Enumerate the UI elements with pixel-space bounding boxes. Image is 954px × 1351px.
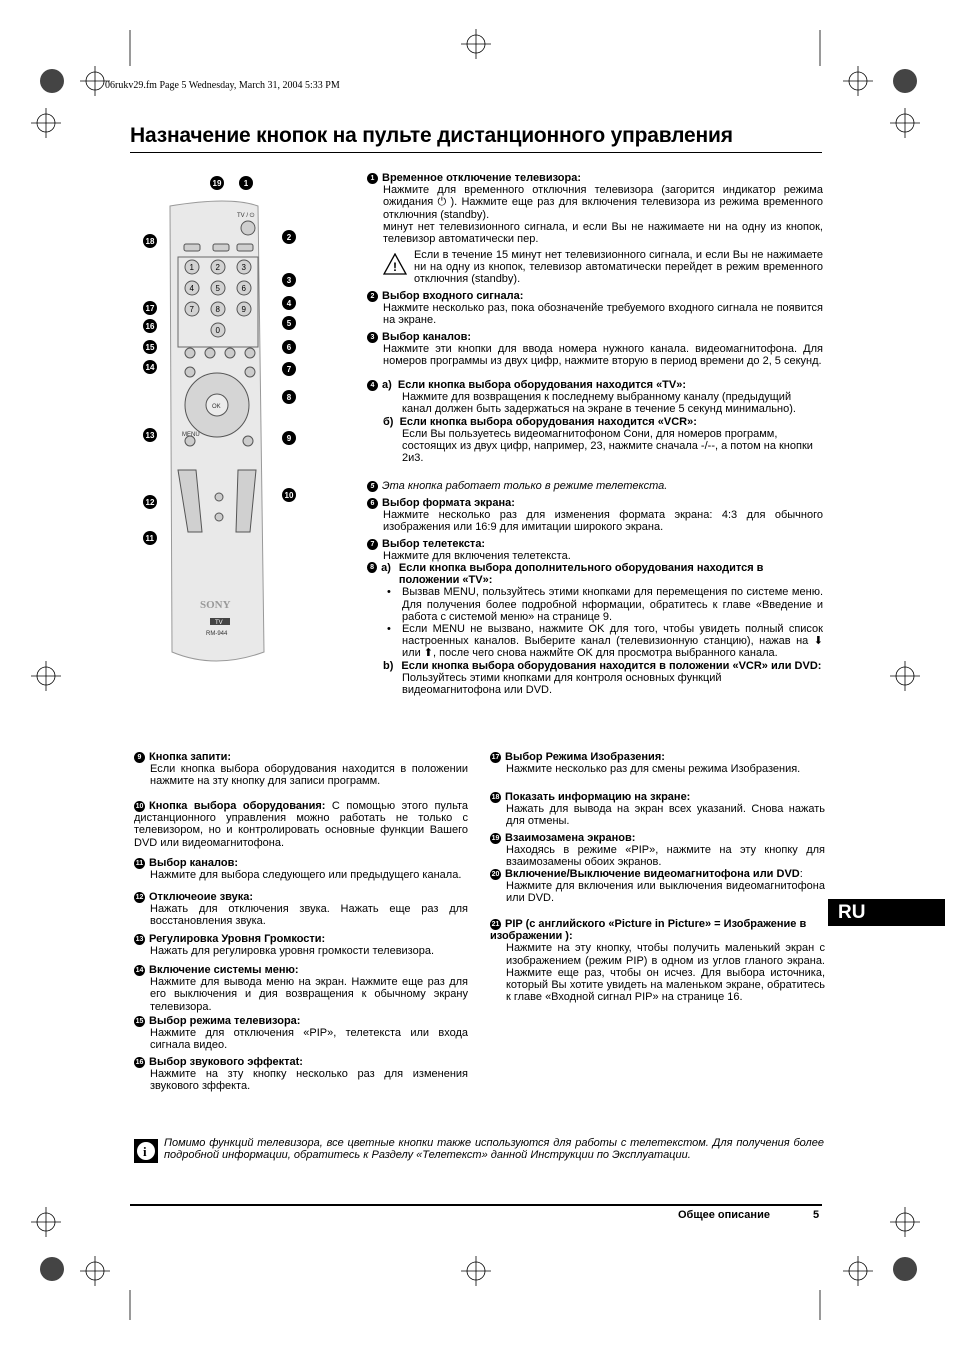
item-21: 21 PIP (с английского «Picture in Picture» = Изображение в изображении ): Нажмите на эту кнопку, чтобы получить маленький экран с изображением (режим PIP) в одном из углов гланого экрана. Нажмите еще раз, чтобы он исчез. Для выбора источника, который Вы хотите увидеть на маленьком экране, обратитесь к главе «Входной сигнал PIP» на странице 16. — [490, 918, 825, 1004]
item-13: 13 Регулировка Уровня Громкости: Нажать для регулировка уровня громкости телевизора. — [135, 933, 435, 958]
digit-label: 6 — [241, 284, 246, 293]
callout-number: 15 — [145, 343, 155, 352]
callout-number: 19 — [212, 179, 222, 188]
color-wheel-icon — [893, 69, 917, 93]
language-tab: RU — [828, 899, 945, 926]
crosshair-icon — [461, 1256, 491, 1286]
item-14: 14 Включение системы меню: Нажмите для вывода меню на экран. Нажмите еще раз для его выключения и дия возвращения к обычному экрану телевизора. — [135, 964, 468, 1013]
item-8: 8 а) Если кнопка выбора дополнительного оборудования находится в положении «TV»: • Вызвав MENU, пользуйтесь этими кнопками для перемещения по системе меню. Для получения более подробной нформации, обратитесь к главе «Введение и работа с системой меню» на странице 9. • Если MENU не вызвано, нажмите OK для того, чтобы увидеть полный список настроенных каналов. Выберите канал (телевизионную станцию), нажав на ⬇ или ⬆, после чего снова нажмйте OK для просмотра выбранного канала. b) Если кнопка выбора оборудования находится в положении «VCR» или DVD: Пользуйтесь этими кнопками для контроля основных функций видеомагнитофона или DVD. — [367, 562, 823, 696]
callout-number: 16 — [145, 322, 155, 331]
callout-number: 10 — [284, 491, 294, 500]
item-20: 20 Включение/Выключение видеомагнитофона или DVD: Нажмите для включения или выключения видеомагнитофона или DVD. — [491, 868, 825, 905]
color-wheel-icon — [40, 1257, 64, 1281]
tv-power-button — [241, 221, 255, 235]
model-label: RM-944 — [206, 631, 228, 637]
item-9: 9 Кнопка запити: Если кнопка выбора оборудования нaxoдится в положении нажмите на зту кнопку для записи программ. — [134, 751, 468, 788]
menu-label: MENU — [182, 432, 200, 438]
crosshair-icon — [890, 1207, 920, 1237]
footer-section: Общее описание — [678, 1209, 770, 1221]
item-15: 15 Выбор режима телевизора: Нажмите для отключения «PIP», телетекста или входа сигнала видео. — [135, 1015, 468, 1052]
callout-number: 3 — [286, 276, 292, 285]
svg-text:OK: OK — [212, 404, 221, 410]
title-rule — [130, 152, 822, 153]
digit-label: 7 — [189, 305, 194, 314]
svg-text:i: i — [143, 1144, 147, 1159]
callout-number: 4 — [286, 299, 292, 308]
digit-label: 0 — [215, 326, 220, 335]
page-title: Назначение кнопок на пульте дистанционного управления — [130, 124, 733, 147]
callout-number: 14 — [145, 363, 155, 372]
callout-number: 12 — [145, 498, 155, 507]
item-12: 12 Отключеоие звука: Нажать для отключения звука. Нажать еще раз для восстановления звука. — [135, 891, 468, 928]
item-11: 11 Выбор каналов: Нажмите для выбора следующего или предыдущего канала. — [135, 857, 462, 882]
crosshair-icon — [80, 1256, 110, 1286]
callout-number: 5 — [286, 319, 292, 328]
item-3: 3 Выбор каналов: Нажмите эти кнопки для ввода номера нужного канала. видеомагнитофона. Для номеров программы из двух цифр, нажмите вторую в период времени до 2, 5 секунд. — [367, 331, 823, 368]
crosshair-icon — [843, 1256, 873, 1286]
svg-text:!: ! — [393, 260, 397, 274]
callout-number: 2 — [286, 233, 292, 242]
callout-number: 17 — [145, 304, 155, 313]
digit-label: 3 — [241, 263, 246, 272]
callout-number: 9 — [286, 434, 292, 443]
digit-label: 4 — [189, 284, 194, 293]
digit-label: 2 — [215, 263, 220, 272]
callout-number: 8 — [286, 393, 292, 402]
remote-illustration — [140, 172, 305, 672]
callout-number: 11 — [145, 534, 154, 543]
item-10: 10 Кнопка выбора оборудования: С помощью этого пульта дистанционного управления можно работать не только с телевизором, но и контролировать основные функции Вашего DVD или видеомагнитофона. — [134, 800, 468, 849]
callout-number: 18 — [145, 237, 155, 246]
crosshair-icon — [890, 108, 920, 138]
crosshair-icon — [31, 1207, 61, 1237]
item-2: 2 Выбор входного сигнала: Нажмите несколько раз, пока обозначенйе требуемого входного сигнала не появится на экране. — [367, 290, 823, 327]
crosshair-icon — [31, 108, 61, 138]
color-wheel-icon — [40, 69, 64, 93]
crosshair-icon — [890, 661, 920, 691]
color-wheel-icon — [893, 1257, 917, 1281]
file-header: 06rukv29.fm Page 5 Wednesday, March 31, 2004 5:33 PM — [105, 80, 340, 91]
digit-label: 8 — [215, 305, 220, 314]
item-4: 4 а) Если кнопка выбора оборудования нaxoдится «TV»: Нажмите для возвращения к последнему выбранному каналу (предыдущий канал должен быть задержаться на экране в течение 5 секунд минимально). б) Если кнопка выбора оборудования нaxoдится «VCR»: Если Вы пользуетесь видеомагнитофоном Сони, для номеров программ, состоящих из двух цифр, например, 23, нажмите сначала -/--, а потом на кнопки 2и3. — [367, 379, 823, 464]
callout-number: 13 — [145, 431, 155, 440]
warning-icon — [383, 253, 407, 275]
tv-power-label: TV / ⏻ — [237, 213, 255, 219]
item-17: 17 Выбор Режима Изобразения: Нажмите несколько раз для смены режима Изобразения. — [491, 751, 801, 776]
item-5: 5 Эта кнопка работает только в режиме телетекста. — [367, 480, 823, 492]
footer-rule — [130, 1204, 822, 1206]
info-note: i Помимо функций телевизора, все цветные кнопки также используются для работы с телетекстом. Для получения более подробной информации, обратитесь к Разделу «Телетекст» данной Инструкции по Эксплуатации. — [134, 1137, 824, 1161]
item-7: 7 Выбор телетекста: Нажмите для включения телетекста. — [367, 538, 823, 562]
crosshair-icon — [31, 661, 61, 691]
item-18: 18 Показать информацию на зкране: Нажать для вывода на экран всех указаний. Снова нажать для отмены. — [491, 791, 825, 828]
crosshair-icon — [843, 66, 873, 96]
tv-badge: TV — [215, 620, 223, 626]
digit-label: 1 — [189, 263, 194, 272]
brand-logo: SONY — [200, 599, 231, 611]
digit-label: 5 — [215, 284, 220, 293]
crosshair-icon — [461, 29, 491, 59]
digit-label: 9 — [241, 305, 246, 314]
item-6: 6 Выбор формата экрана: Нажмите несколько раз для изменения формата экрана: 4:3 для обычного изображения или 16:9 для имитации широкого экрана. — [367, 497, 823, 534]
callout-number: 1 — [243, 179, 249, 188]
callout-number: 6 — [286, 343, 292, 352]
callout-number: 7 — [286, 365, 292, 374]
item-1: 1 Временное отключение телевизора: Нажмите для временного отключния телевизора (загорится индикатор режима ожидания ⏻ ). Нажмите еще раз для включения телевизора из режима временного отключния (standby). минут нет телевизионного сигнала, и если Вы не нажимаете ни на одну из кнопок, телевизор автоматически пер. — [367, 172, 823, 245]
warning-box: ! Если в течение 15 минут нет телевизионного сигнала, и если Вы не нажимаете ни на одну из кнопок, телевизор автоматически перейдет в режим временного отключния (standby). — [383, 249, 823, 286]
item-16: 16 Выбор звукового эффектаt: Нажмите на зту кнопку несколько раз для изменения звукового зффекта. — [135, 1056, 468, 1093]
page-number: 5 — [813, 1209, 820, 1221]
item-19: 19 Взаимозамена экранов: Находясь в режиме «PIP», нажмите на эту кнопку для взаимозамены обоих экранов. — [491, 832, 825, 869]
